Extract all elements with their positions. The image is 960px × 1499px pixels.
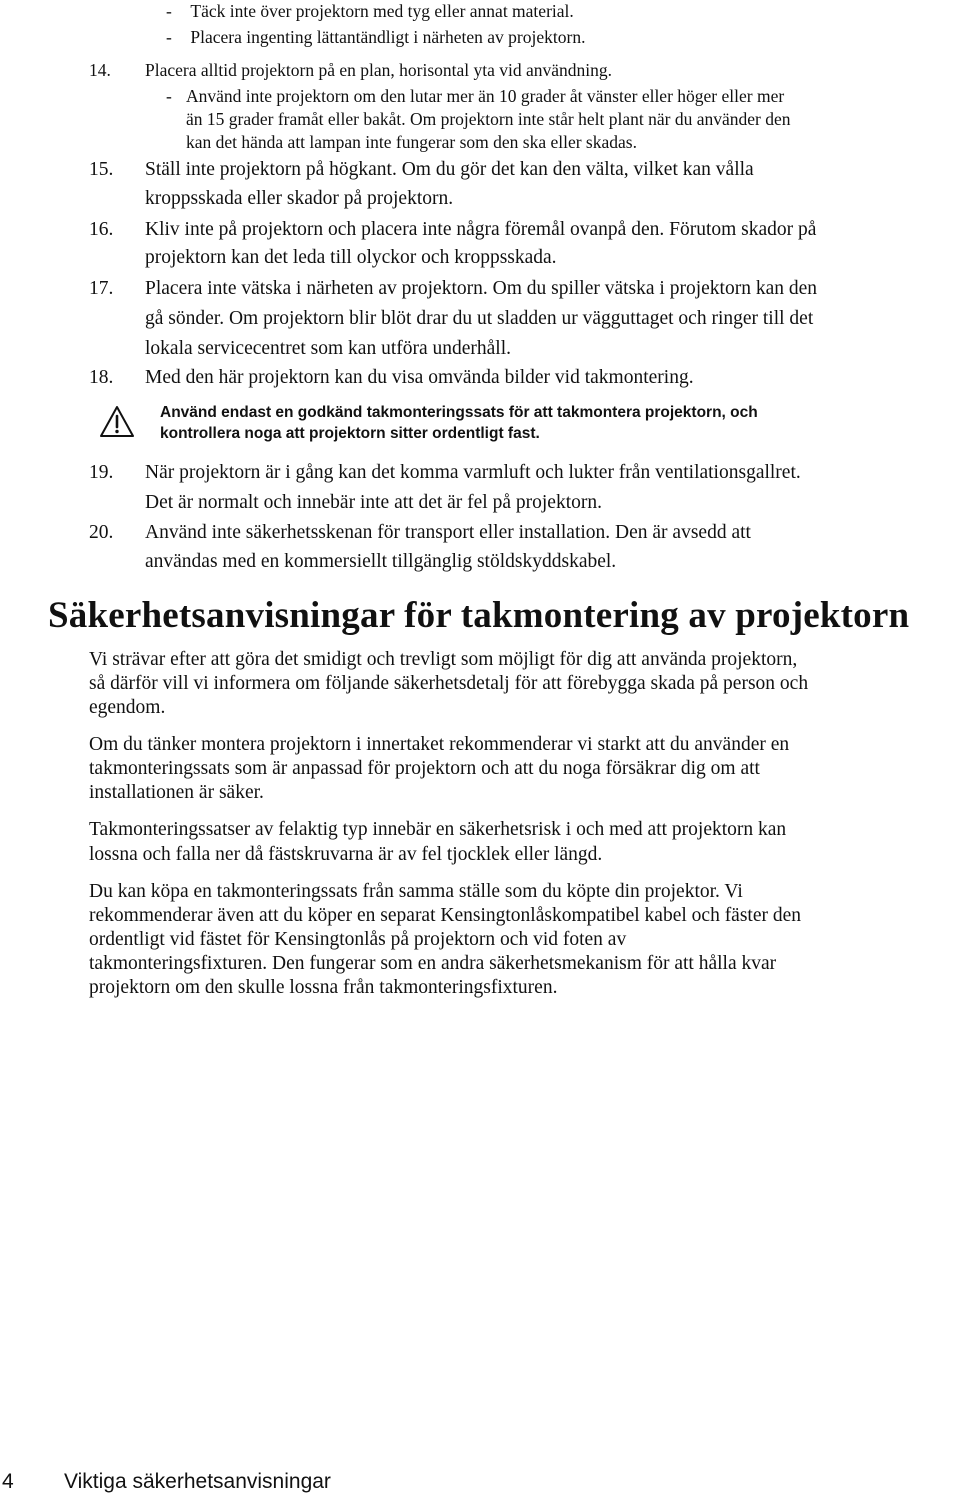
bullet-text: Placera ingenting lättantändligt i närheten av projektorn. (190, 27, 586, 47)
bullet-line: än 15 grader framåt eller bakåt. Om projektorn inte står helt plant när du använder den (186, 109, 791, 129)
bullet-line: kan det hända att lampan inte fungerar som den ska eller skadas. (186, 132, 637, 152)
bullet-dash: - (166, 1, 172, 21)
item-line: Det är normalt och innebär inte att det är fel på projektorn. (145, 492, 602, 513)
bullet-item (166, 26, 585, 48)
item-number: 16. (89, 219, 114, 240)
item-number: 19. (89, 462, 114, 483)
item-number: 18. (89, 367, 114, 388)
bullet-line: Använd inte projektorn om den lutar mer än 10 grader åt vänster eller höger eller mer (186, 86, 785, 106)
paragraph-line: Om du tänker montera projektorn i innertaket rekommenderar vi starkt att du använder en (89, 734, 790, 755)
item-text: Placera alltid projektorn på en plan, horisontal yta vid användning. (145, 60, 613, 80)
item-line: gå sönder. Om projektorn blir blöt drar du ut sladden ur vägguttaget och ringer till det (145, 308, 814, 329)
page-number: 4 (2, 1470, 14, 1493)
warning-text-line: kontrollera noga att projektorn sitter ordentligt fast. (160, 425, 540, 442)
item-line: användas med en kommersiellt tillgänglig stöldskyddskabel. (145, 551, 617, 572)
item-text: Med den här projektorn kan du visa omvända bilder vid takmontering. (145, 367, 694, 388)
item-line: När projektorn är i gång kan det komma varmluft och lukter från ventilationsgallret. (145, 462, 801, 483)
paragraph-line: installationen är säker. (89, 782, 264, 803)
paragraph-line: Takmonteringssatser av felaktig typ innebär en säkerhetsrisk i och med att projektorn kan (89, 819, 787, 840)
item-line: projektorn kan det leda till olyckor och kroppsskada. (145, 247, 557, 268)
paragraph-line: ordentligt vid fästet för Kensingtonlås på projektorn och vid foten av (89, 929, 627, 950)
item-line: Ställ inte projektorn på högkant. Om du gör det kan den välta, vilket kan vålla (145, 159, 754, 180)
paragraph-line: rekommenderar även att du köper en separat Kensingtonlåskompatibel kabel och fäster den (89, 905, 802, 926)
section-heading: Säkerhetsanvisningar för takmontering av projektorn (48, 595, 910, 636)
item-number: 14. (89, 60, 111, 80)
item-number: 17. (89, 278, 114, 299)
paragraph-line: projektorn om den skulle lossna från takmonteringsfixturen. (89, 977, 558, 998)
item-line: lokala servicecentret som kan utföra underhåll. (145, 338, 512, 359)
paragraph-line: så därför vill vi informera om följande säkerhetsdetalj för att förebygga skada på person och (89, 673, 809, 694)
item-line: Placera inte vätska i närheten av projektorn. Om du spiller vätska i projektorn kan den (145, 278, 817, 299)
paragraph-line: egendom. (89, 697, 166, 718)
item-number: 15. (89, 159, 114, 180)
footer-section-title: Viktiga säkerhetsanvisningar (64, 1470, 331, 1493)
item-line: Kliv inte på projektorn och placera inte några föremål ovanpå den. Förutom skador på (145, 219, 817, 240)
bullet-item (166, 0, 574, 22)
paragraph-line: takmonteringssats som är anpassad för projektorn och att du noga försäkrar dig om att (89, 758, 760, 779)
bullet-dash: - (166, 86, 172, 106)
item-line: Använd inte säkerhetsskenan för transport eller installation. Den är avsedd att (145, 522, 751, 543)
paragraph-line: takmonteringsfixturen. Den fungerar som en andra säkerhetsmekanism för att hålla kvar (89, 953, 777, 974)
paragraph-line: Vi strävar efter att göra det smidigt och trevligt som möjligt för dig att använda projektorn, (89, 649, 798, 670)
bullet-dash: - (166, 27, 172, 47)
warning-triangle-icon (99, 405, 135, 439)
warning-text-line: Använd endast en godkänd takmonteringssats för att takmontera projektorn, och (160, 404, 758, 421)
item-number: 20. (89, 522, 114, 543)
item-line: kroppsskada eller skador på projektorn. (145, 188, 454, 209)
paragraph-line: Du kan köpa en takmonteringssats från samma ställe som du köpte din projektor. Vi (89, 881, 743, 902)
bullet-text: Täck inte över projektorn med tyg eller annat material. (190, 1, 574, 21)
paragraph-line: lossna och falla ner då fästskruvarna är av fel tjocklek eller längd. (89, 844, 603, 865)
